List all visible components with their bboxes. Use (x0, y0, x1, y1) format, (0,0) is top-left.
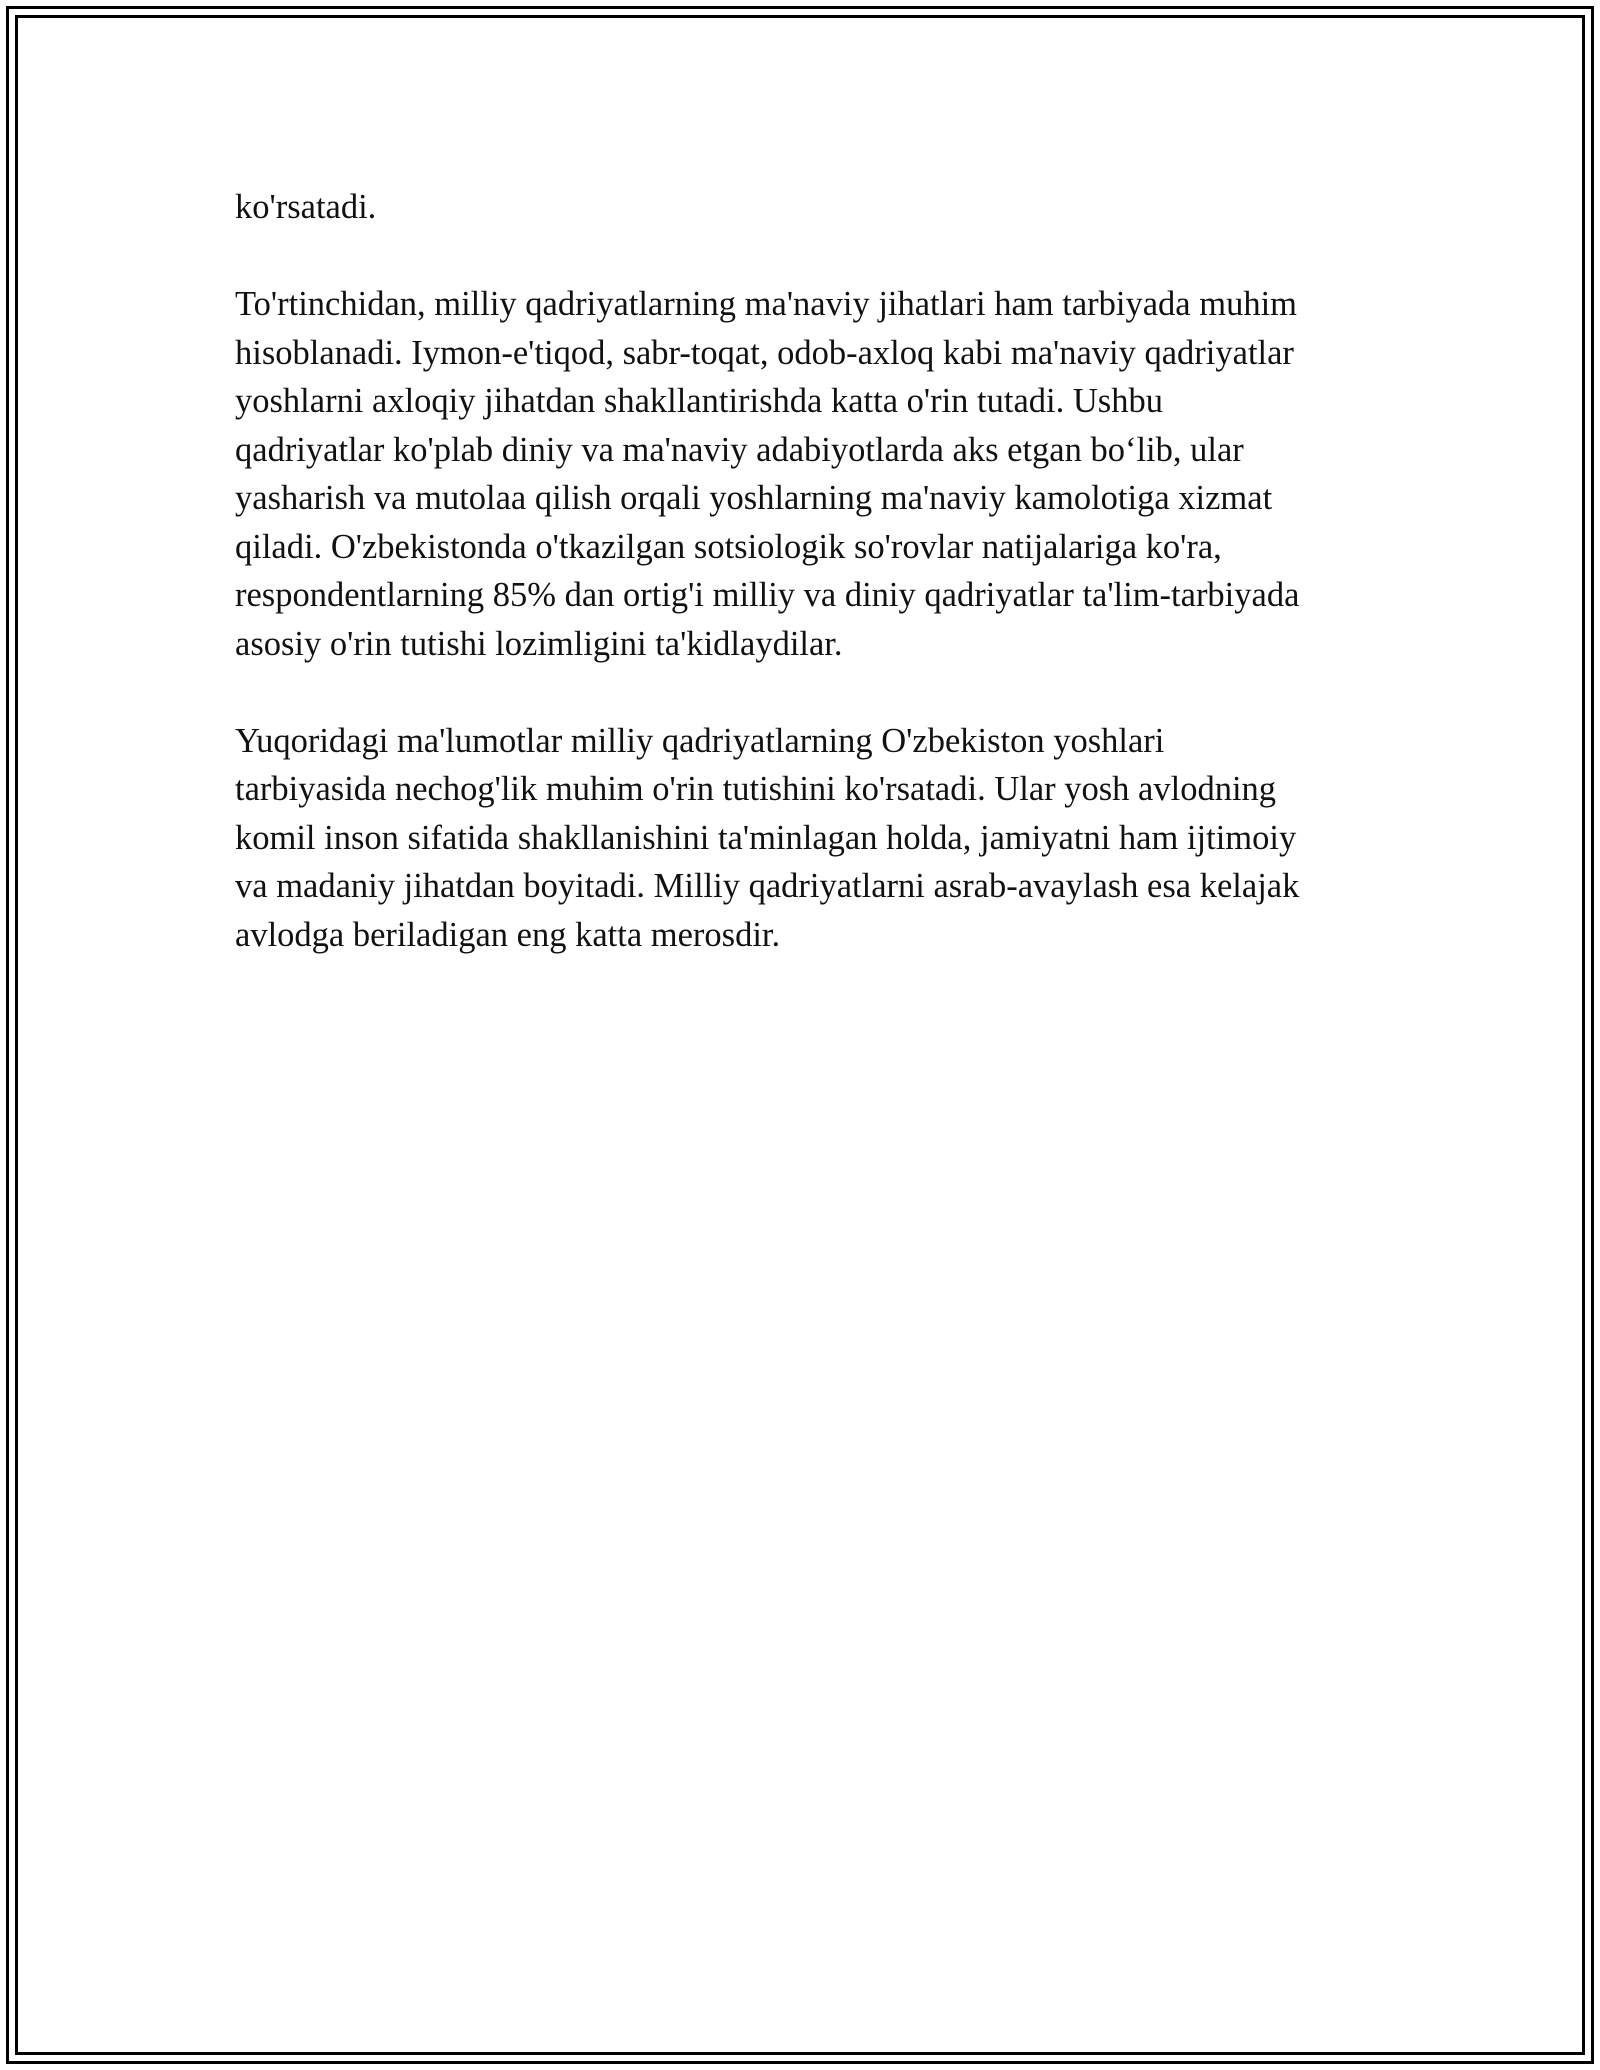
paragraph-conclusion: Yuqoridagi ma'lumotlar milliy qadriyatlarning O'zbekiston yoshlari tarbiyasida nechog'lik muhim o'rin tutishini ko'rsatadi. Ular yosh avlodning komil inson sifatida shakllanishini ta'minlagan holda, jamiyatni ham ijtimoiy va madaniy jihatdan boyitadi. Milliy qadriyatlarni asrab-avaylash esa kelajak avlodga beriladigan eng katta merosdir. (235, 721, 1300, 954)
paragraph-spiritual-values: To'rtinchidan, milliy qadriyatlarning ma'naviy jihatlari ham tarbiyada muhim hisoblanadi. Iymon-e'tiqod, sabr-toqat, odob-axloq kabi ma'naviy qadriyatlar yoshlarni axloqiy jihatdan shakllantirishda katta o'rin tutadi. Ushbu qadriyatlar ko'plab diniy va ma'naviy adabiyotlarda aks etgan bo‘lib, ular yasharish va mutolaa qilish orqali yoshlarning ma'naviy kamolotiga xizmat qiladi. O'zbekistonda o'tkazilgan sotsiologik so'rovlar natijalariga ko'ra, respondentlarning 85% dan ortig'i milliy va diniy qadriyatlar ta'lim-tarbiyada asosiy o'rin tutishi lozimligini ta'kidlaydilar. (235, 285, 1300, 663)
document-body (235, 183, 1370, 1008)
paragraph-continuation: ko'rsatadi. (235, 188, 377, 226)
